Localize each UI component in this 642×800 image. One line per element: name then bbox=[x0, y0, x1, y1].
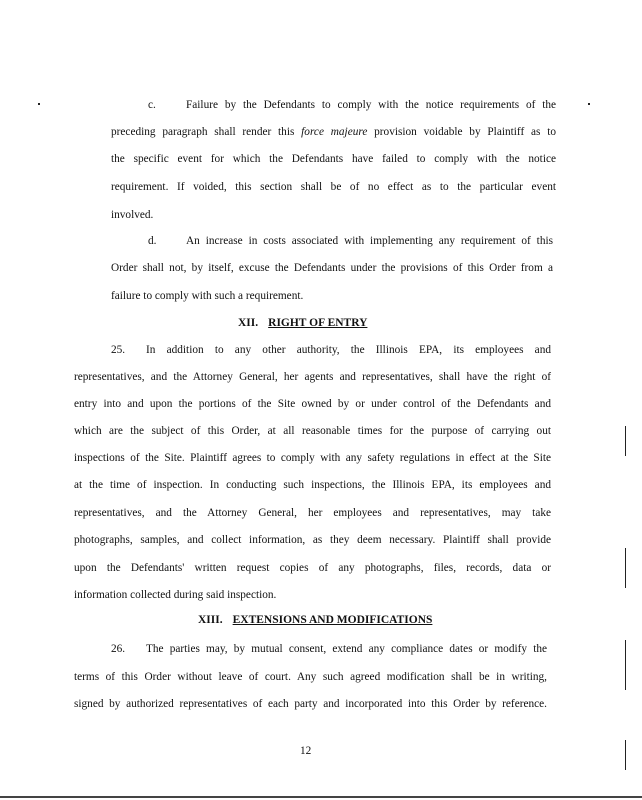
section-xiii-title: EXTENSIONS AND MODIFICATIONS bbox=[232, 614, 433, 626]
scan-bottom-edge bbox=[0, 796, 642, 798]
paragraph-25-line-3: entry into and upon the portions of the Site owned by or under control of the Defendants and bbox=[74, 398, 551, 410]
paragraph-c-line-4: requirement. If voided, this section shall be of no effect as to the particular event bbox=[111, 181, 556, 193]
scan-edge-mark bbox=[625, 640, 626, 690]
paragraph-d-line-3: failure to comply with such a requirement. bbox=[111, 290, 304, 302]
paragraph-25-line-2: representatives, and the Attorney General, her agents and representatives, shall have the right of bbox=[74, 371, 551, 383]
paragraph-25-line-10: information collected during said inspection. bbox=[74, 589, 277, 601]
force-majeure-italic: force majeure bbox=[301, 126, 368, 138]
paragraph-d-line-1: An increase in costs associated with implementing any requirement of this bbox=[186, 235, 553, 247]
paragraph-25-line-4: which are the subject of this Order, at all reasonable times for the purpose of carrying out bbox=[74, 425, 551, 437]
scan-edge-mark bbox=[625, 548, 626, 588]
paragraph-c-line-2 bbox=[111, 125, 556, 139]
section-xii-title: RIGHT OF ENTRY bbox=[268, 317, 368, 329]
paragraph-26-label: 26. bbox=[111, 643, 126, 655]
paragraph-c-line-2-text: preceding paragraph shall render this force majeure provision voidable by Plaintiff as to bbox=[111, 126, 557, 138]
paragraph-25-line-6: at the time of inspection. In conducting such inspections, the Illinois EPA, its employees and bbox=[74, 479, 551, 491]
paragraph-26-line-3: signed by authorized representatives of each party and incorporated into this Order by reference. bbox=[74, 698, 547, 710]
paragraph-d-label: d. bbox=[148, 235, 157, 247]
section-heading-xiii bbox=[198, 613, 432, 627]
paragraph-25-line-1: In addition to any other authority, the Illinois EPA, its employees and bbox=[146, 344, 551, 356]
paragraph-c-line-3: the specific event for which the Defendants have failed to comply with the notice bbox=[111, 153, 556, 165]
paragraph-25-line-8: photographs, samples, and collect information, as they deem necessary. Plaintiff shall provide bbox=[74, 534, 551, 546]
paragraph-c-line-1: Failure by the Defendants to comply with the notice requirements of the bbox=[186, 99, 556, 111]
scan-edge-mark bbox=[625, 740, 626, 770]
section-xii-numeral: XII. bbox=[238, 317, 259, 329]
section-xiii-numeral: XIII. bbox=[198, 614, 223, 626]
paragraph-25-line-9: upon the Defendants' written request copies of any photographs, files, records, data or bbox=[74, 562, 551, 574]
paragraph-25-label: 25. bbox=[111, 344, 126, 356]
scan-edge-mark bbox=[625, 426, 626, 456]
page-number: 12 bbox=[300, 745, 312, 757]
paragraph-d-line-2: Order shall not, by itself, excuse the Defendants under the provisions of this Order from a bbox=[111, 262, 553, 274]
scan-speck bbox=[588, 103, 590, 105]
section-heading-xii bbox=[238, 316, 367, 330]
paragraph-25-line-7: representatives, and the Attorney General, her employees and representatives, may take bbox=[74, 507, 551, 519]
paragraph-26-line-1: The parties may, by mutual consent, extend any compliance dates or modify the bbox=[146, 643, 547, 655]
paragraph-26-line-2: terms of this Order without leave of court. Any such agreed modification shall be in writing, bbox=[74, 671, 547, 683]
paragraph-c-line-5: involved. bbox=[111, 209, 154, 221]
paragraph-25-line-5: inspections of the Site. Plaintiff agrees to comply with any safety regulations in effect at the Site bbox=[74, 452, 551, 464]
scan-speck bbox=[38, 103, 40, 105]
paragraph-c-label: c. bbox=[148, 99, 156, 111]
